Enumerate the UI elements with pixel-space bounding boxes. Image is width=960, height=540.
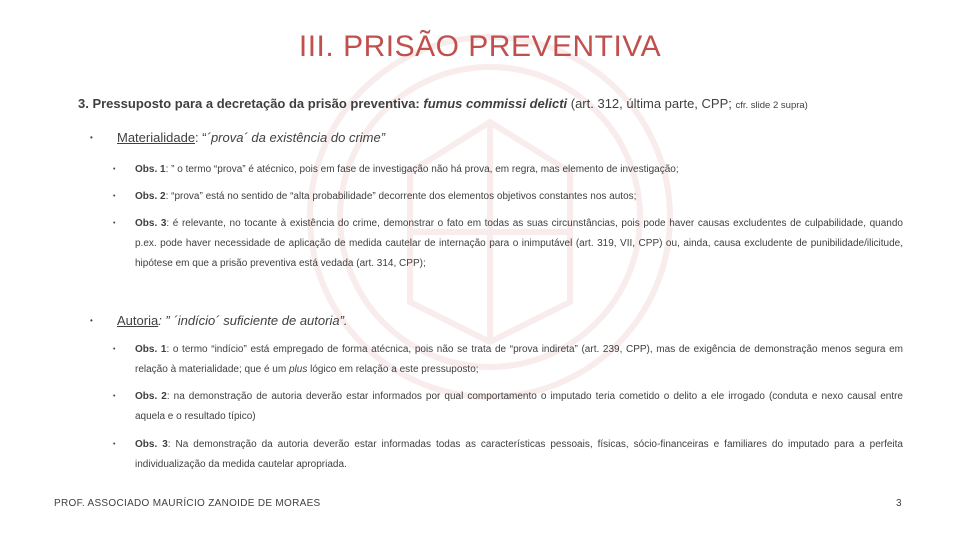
obs-italic: plus xyxy=(288,364,308,375)
bullet-icon: • xyxy=(113,441,116,448)
autoria-obs-1 xyxy=(113,340,903,380)
autoria-label: Autoria xyxy=(117,313,159,328)
heading-prefix: 3. Pressuposto para a decretação da prisão preventiva: xyxy=(78,96,424,111)
obs-label: Obs. 1 xyxy=(135,164,166,175)
bullet-icon: • xyxy=(90,133,93,142)
slide-title: III. PRISÃO PREVENTIVA xyxy=(298,30,662,63)
bullet-icon: • xyxy=(113,193,116,200)
obs-label: Obs. 2 xyxy=(135,391,167,402)
materialidade-rest-b: ´prova´ da existência do crime” xyxy=(206,130,386,145)
bullet-icon: • xyxy=(113,393,116,400)
obs-text: : na demonstração de autoria deverão estar informados por qual comportamento o imputado teria cometido o delito a ele irrogado (conduta e nexo causal entre aquela e o resultado típico) xyxy=(135,391,903,422)
heading-suffix: (art. 312, última parte, CPP; xyxy=(567,96,736,111)
autoria-obs-3 xyxy=(113,435,903,475)
heading-small: cfr. slide 2 supra) xyxy=(735,100,808,111)
obs-text: : Na demonstração da autoria deverão estar informadas todas as características pessoais, físicas, sócio-financeiras e familiares do imputado para a perfeita individualização da medida cautelar apropriada. xyxy=(135,439,903,470)
obs-text: : é relevante, no tocante à existência do crime, demonstrar o fato em todas as suas circunstâncias, pois pode haver causas excludentes de culpabilidade, quando p.ex. pode haver necessidade de aplicação de medida cautelar de internação para o inimputável (art. 319, VII, CPP) ou, ainda, causa excludente de punibilidade/ilicitude, hipótese em que a prisão preventiva está vedada (art. 314, CPP); xyxy=(135,218,903,269)
page-number: 3 xyxy=(896,498,902,509)
bullet-icon: • xyxy=(90,316,93,325)
bullet-icon: • xyxy=(113,166,116,173)
materialidade-label: Materialidade xyxy=(117,130,196,145)
obs-text-a: : o termo “indício” está empregado de forma atécnica, pois não se trata de “prova indireta” (art. 239, CPP), mas de exigência de demonstração menos segura em relação à materialidade; que é um xyxy=(135,344,903,375)
autoria-rest: : ” ´indício´ suficiente de autoria”. xyxy=(158,313,348,328)
obs-text-b: lógico em relação a este pressuposto; xyxy=(307,364,479,375)
obs-label: Obs. 1 xyxy=(135,344,167,355)
obs-label: Obs. 3 xyxy=(135,218,167,229)
bullet-icon: • xyxy=(113,220,116,227)
obs-label: Obs. 3 xyxy=(135,439,168,450)
materialidade-obs-1 xyxy=(113,160,903,180)
obs-label: Obs. 2 xyxy=(135,191,166,202)
autoria-obs-2 xyxy=(113,387,903,427)
materialidade-obs-2 xyxy=(113,187,903,207)
footer-author: PROF. ASSOCIADO MAURÍCIO ZANOIDE DE MORAES xyxy=(54,498,321,509)
obs-text: : “prova” está no sentido de “alta probabilidade” decorrente dos elementos objetivos constantes nos autos; xyxy=(165,191,637,202)
materialidade-rest-a: : “ xyxy=(195,130,207,145)
materialidade-obs-3 xyxy=(113,214,903,274)
section-heading xyxy=(78,96,948,111)
heading-italic: fumus commissi delicti xyxy=(423,96,568,111)
bullet-icon: • xyxy=(113,346,116,353)
obs-text: : ” o termo “prova” é atécnico, pois em fase de investigação não há prova, em regra, mas elemento de investigação; xyxy=(165,164,679,175)
